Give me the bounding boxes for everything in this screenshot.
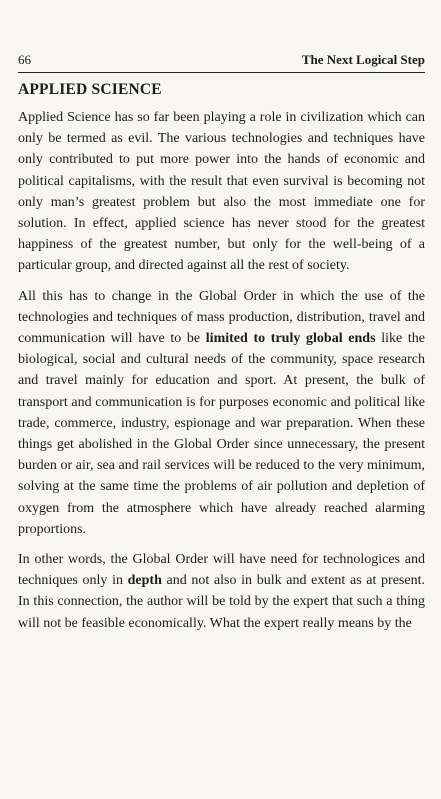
paragraph-2-emphasis: limited to truly global ends [205, 331, 376, 347]
paragraph-3-text-b: and not also in bulk and extent as at present. In this connection, the author will be told by the expert that such a thing will not be feasible economically. What the expert really means by the [18, 573, 425, 631]
paragraph-2-text-a: All this has to change in the Global Order in which the use of the technologies and techniques of mass production, distribution, travel and communication will have to be [18, 288, 425, 347]
paragraph-3-emphasis: depth [127, 573, 162, 589]
page-number: 66 [18, 52, 31, 67]
paragraph-1: Applied Science has so far been playing a role in civilization which can only be termed as evil. The various technologies and techniques have only contributed to put more power into the hands of economic and political capitalisms, with the result that even survival is becoming not only man’s greatest problem but also the most immediate one for solution. In effect, applied science has never stood for the greatest happiness of the greatest number, but only for the well-being of a particular group, and directed against all the rest of society. [18, 110, 425, 274]
running-header [18, 0, 425, 73]
book-title: The Next Logical Step [301, 52, 425, 67]
paragraph-3-text-a: In other words, the Global Order will have need for technologices and techniques only in [18, 552, 425, 589]
paragraph-2 [18, 286, 425, 540]
section-heading: APPLIED SCIENCE [18, 81, 162, 98]
paragraph-2-text-b: like the biological, social and cultural needs of the community, space research and travel mainly for education and sport. At present, the bulk of transport and communication is for purposes economic and political like trade, commerce, industry, espionage and war preparation. When these things get abolished in the Global Order since unnecessary, the present burden or air, sea and rail services will be reduced to the very minimum, solving at the same time the problems of air pollution and depletion of oxygen from the atmosphere which have already reached alarming proportions. [18, 331, 425, 537]
paragraph-3 [18, 549, 425, 634]
